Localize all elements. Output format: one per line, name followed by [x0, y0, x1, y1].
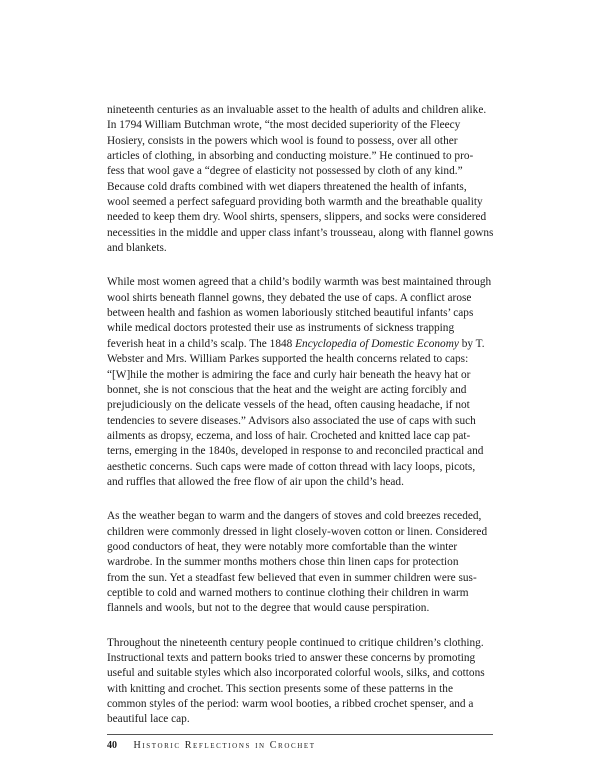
text-line: beautiful lace cap. [107, 713, 190, 726]
paragraph-1 [107, 103, 493, 256]
footer-divider [107, 734, 493, 735]
italic-book-title: Encyclopedia of Domestic Economy [295, 337, 459, 350]
text-line: and blankets. [107, 242, 167, 255]
text-line: good conductors of heat, they were notably more comfortable than the winter [107, 540, 458, 553]
text-line: common styles of the period: warm wool booties, a ribbed crochet spenser, and a [107, 698, 474, 711]
text-line: and ruffles that allowed the free flow of air upon the child’s head. [107, 475, 404, 488]
paragraph-2 [107, 275, 493, 490]
text-line: children were commonly dressed in light closely-woven cotton or linen. Considered [107, 525, 488, 538]
text-line: terns, emerging in the 1840s, developed in response to and reconciled practical and [107, 445, 484, 458]
text-line: ailments as dropsy, eczema, and loss of hair. Crocheted and knitted lace cap pat- [107, 429, 471, 442]
text-line: “[W]hile the mother is admiring the face and curly hair beneath the heavy hat or [107, 368, 471, 381]
text-line: Hosiery, consists in the powers which wool is found to possess, over all other [107, 134, 458, 147]
text-line: Instructional texts and pattern books tried to answer these concerns by promoting [107, 652, 476, 664]
text-line: Because cold drafts combined with wet diapers threatened the health of infants, [107, 180, 467, 193]
text-line: needed to keep them dry. Wool shirts, spensers, slippers, and socks were considered [107, 211, 487, 224]
text-line: from the sun. Yet a steadfast few believed that even in summer children were sus- [107, 571, 477, 584]
text-line: nineteenth centuries as an invaluable asset to the health of adults and children alike. [107, 104, 487, 116]
text-line: fess that wool gave a “degree of elasticity not possessed by cloth of any kind.” [107, 165, 463, 178]
running-title: Historic Reflections in Crochet [133, 740, 316, 751]
text-line: aesthetic concerns. Such caps were made of cotton thread with lacy loops, picots, [107, 460, 476, 473]
text-line: between health and fashion as women laboriously stitched beautiful infants’ caps [107, 307, 474, 320]
text-line: ceptible to cold and warned mothers to continue clothing their children in warm [107, 586, 469, 599]
text-line: wool seemed a perfect safeguard providing both warmth and the breathable quality [107, 196, 483, 209]
text-segment: feverish heat in a child’s scalp. The 1848 [107, 337, 296, 350]
text-line: necessities in the middle and upper class infant’s trousseau, along with flannel gowns [107, 226, 494, 239]
text-line: Throughout the nineteenth century people continued to critique children’s clothing. [107, 636, 484, 649]
text-line: flannels and wools, but not to the degree that would cause perspiration. [107, 602, 430, 615]
text-line: As the weather began to warm and the dangers of stoves and cold breezes receded, [107, 510, 482, 523]
text-line: In 1794 William Butchman wrote, “the most decided superiority of the Fleecy [107, 119, 461, 132]
text-line: useful and suitable styles which also incorporated colorful wools, silks, and cottons [107, 667, 485, 680]
text-line: Webster and Mrs. William Parkes supported the health concerns related to caps: [107, 353, 469, 366]
body-text [107, 103, 493, 747]
paragraph-3 [107, 509, 493, 616]
text-line: bonnet, she is not conscious that the heat and the weight are acting forcibly and [107, 383, 467, 396]
text-segment: by T. [458, 337, 485, 350]
text-line: with knitting and crochet. This section presents some of these patterns in the [107, 682, 453, 695]
text-line: articles of clothing, in absorbing and conducting moisture.” He continued to pro- [107, 150, 474, 163]
text-line-with-title [107, 337, 493, 352]
text-line: wool shirts beneath flannel gowns, they debated the use of caps. A conflict arose [107, 291, 472, 304]
text-line: wardrobe. In the summer months mothers chose thin linen caps for protection [107, 556, 459, 569]
page-footer [107, 740, 316, 751]
text-line: While most women agreed that a child’s bodily warmth was best maintained through [107, 276, 492, 289]
text-line: tendencies to severe diseases.” Advisors also associated the use of caps with such [107, 414, 476, 427]
page-number: 40 [107, 740, 117, 751]
text-line: prejudiciously on the delicate vessels of the head, often causing headache, if not [107, 399, 470, 412]
text-line: while medical doctors protested their use as instruments of sickness trapping [107, 322, 455, 335]
paragraph-4 [107, 636, 493, 728]
